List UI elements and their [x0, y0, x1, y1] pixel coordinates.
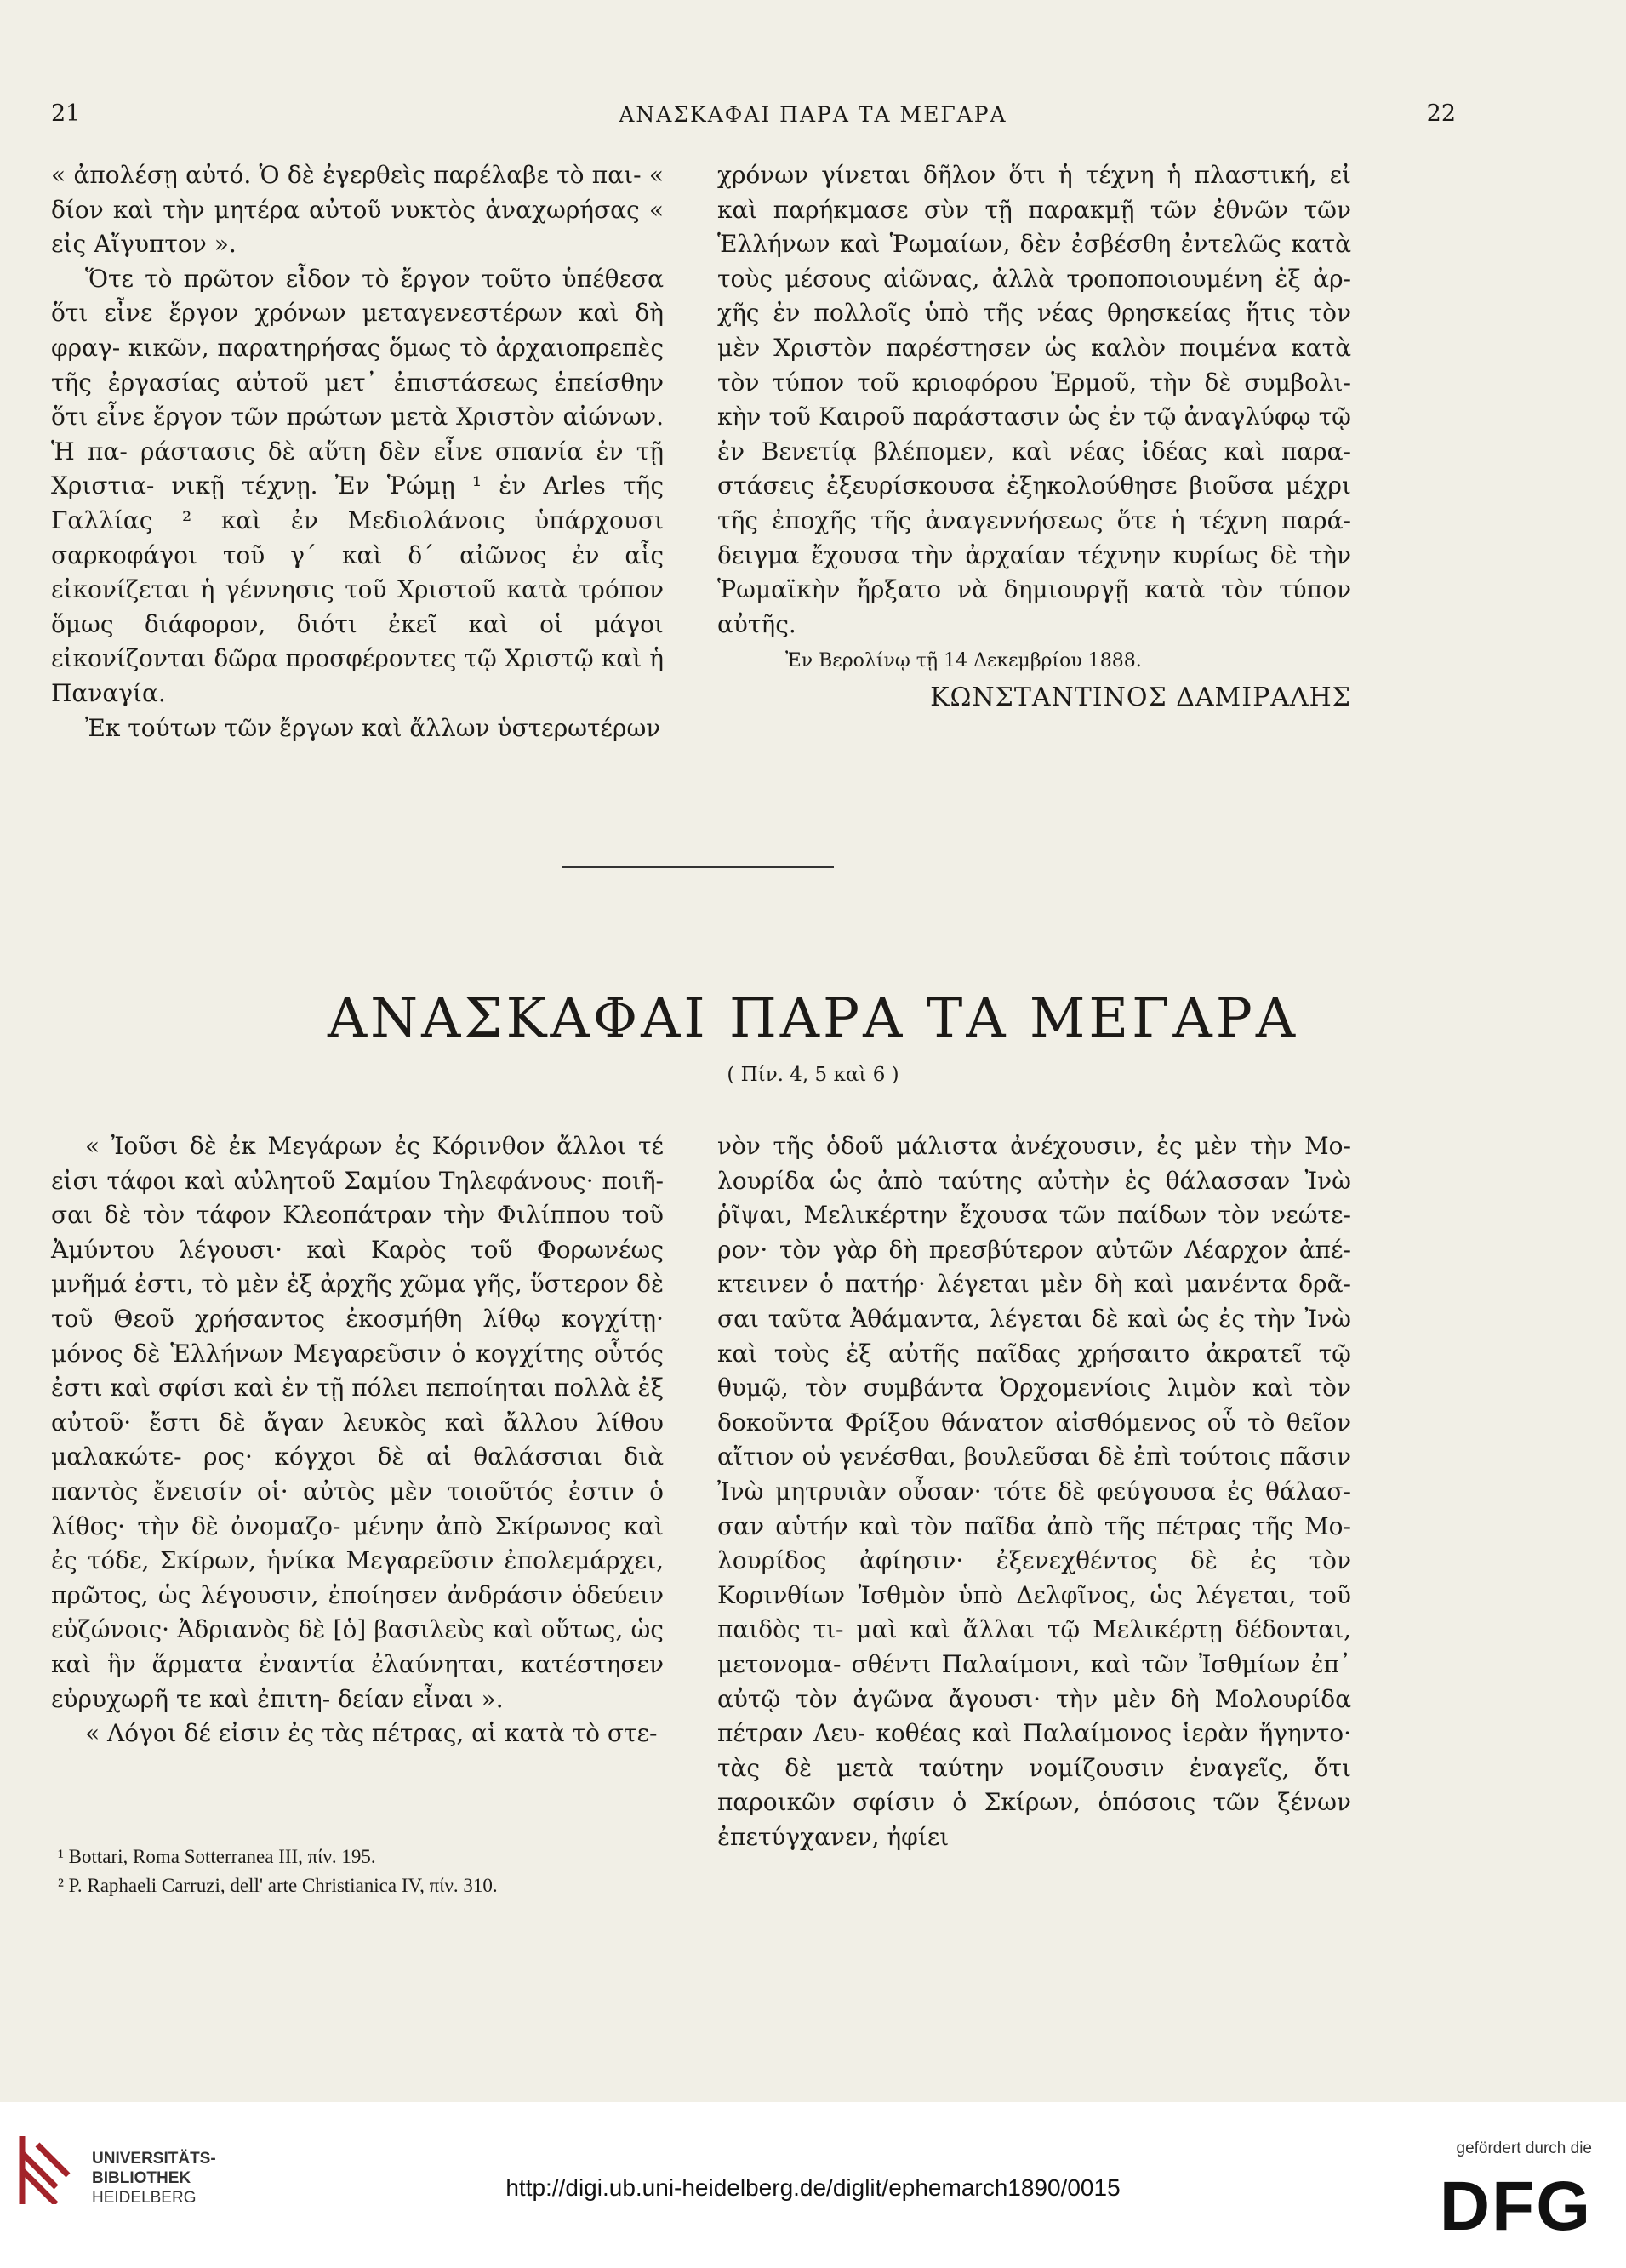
footnote: ² P. Raphaeli Carruzi, dell' arte Christianica IV, πίν. 310. — [58, 1875, 498, 1896]
library-line: BIBLIOTHEK — [92, 2169, 191, 2187]
footnote: ¹ Bottari, Roma Sotterranea III, πίν. 195. — [58, 1846, 376, 1867]
running-head — [0, 100, 1626, 134]
page-number-right: 22 — [1426, 100, 1456, 127]
paragraph: Ὅτε τὸ πρῶτον εἶδον τὸ ἔργον τοῦτο ὑπέθεσα ὅτι εἶνε ἔργον χρόνων μεταγενεστέρων καὶ δὴ φραγ- κικῶν, παρατηρήσας ὅμως τὸ ἀρχαιοπρεπὲς τῆς ἐργασίας αὐτοῦ μετ᾽ ἐπιστάσεως ἐπείσθην ὅτι εἶνε ἔργον τῶν πρώτων μετὰ Χριστὸν αἰώνων. Ἡ πα- ράστασις δὲ αὕτη δὲν εἶνε σπανία ἐν τῇ Χριστια- νικῇ τέχνῃ. Ἐν Ῥώμῃ ¹ ἐν Arles τῆς Γαλλίας ² καὶ ἐν Μεδιολάνοις ὑπάρχουσι σαρκοφάγοι τοῦ γ´ καὶ δ´ αἰῶνος ἐν αἷς εἰκονίζεται ἡ γέννησις τοῦ Χριστοῦ κατὰ τρόπον ὅμως διάφορον, διότι ἐκεῖ καὶ οἱ μάγοι εἰκονίζονται δῶρα προσφέροντες τῷ Χριστῷ καὶ ἡ Παναγία. — [51, 264, 664, 707]
section-divider — [562, 866, 834, 868]
library-line: UNIVERSITÄTS- — [92, 2150, 216, 2168]
running-head-title: ΑΝΑΣΚΑΦΑΙ ΠΑΡΑ ΤΑ ΜΕΓΑΡΑ — [619, 102, 1007, 127]
page-number-left: 21 — [51, 100, 81, 127]
paragraph: νὸν τῆς ὁδοῦ μάλιστα ἀνέχουσιν, ἐς μὲν τὴν Μο- λουρίδα ὡς ἀπὸ ταύτης αὐτὴν ἐς θάλασσαν Ἰνὼ ῥῖψαι, Μελικέρτην ἔχουσα τῶν παίδων τὸν νεώτε- ρον· τὸν γὰρ δὴ πρεσβύτερον αὐτῶν Λέαρχον ἀπέ- κτεινεν ὁ πατήρ· λέγεται μὲν δὴ καὶ μανέντα δρᾶ- σαι ταῦτα Ἀθάμαντα, λέγεται δὲ καὶ ὡς ἐς τὴν Ἰνὼ καὶ τοὺς ἐξ αὐτῆς παῖδας χρήσαιτο ἀκρατεῖ τῷ θυμῷ, τὸν συμβάντα Ὀρχομενίοις λιμὸν καὶ τὸν δοκοῦντα Φρίξου θάνατον αἰσθόμενος οὗ τὸ θεῖον αἴτιον οὐ γενέσθαι, βουλεῦσαι δὲ ἐπὶ τούτοις πᾶσιν Ἰνὼ μητρυιὰν οὖσαν· τότε δὲ φεύγουσα ἐς θάλασ- σαν αὑτήν καὶ τὸν παῖδα ἀπὸ τῆς πέτρας τῆς Μο- λουρίδος ἀφίησιν· ἐξενεχθέντος δὲ ἐς τὸν Κορινθίων Ἰσθμὸν ὑπὸ Δελφῖνος, ὡς λέγεται, τοῦ παιδὸς τι- μαὶ καὶ ἄλλαι τῷ Μελικέρτῃ δέδονται, μετονομα- σθέντι Παλαίμονι, καὶ τῶν Ἰσθμίων ἐπ᾽ αὐτῷ τὸν ἀγῶνα ἄγουσι· τὴν μὲν δὴ Μολουρίδα πέτραν Λευ- κοθέας καὶ Παλαίμονος ἱερὰν ἥγηντο· τὰς δὲ μετὰ ταύτην νομίζουσιν ἐναγεῖς, ὅτι παροικῶν σφίσιν ὁ Σκίρων, ὁπόσοις τῶν ξένων ἐπετύγχανεν, ἠφίει — [717, 1132, 1351, 1851]
paragraph: « Ἰοῦσι δὲ ἐκ Μεγάρων ἐς Κόρινθον ἄλλοι τέ εἰσι τάφοι καὶ αὐλητοῦ Σαμίου Τηλεφάνους· ποιῆ- σαι δὲ τὸν τάφον Κλεοπάτραν τὴν Φιλίππου τοῦ Ἀμύντου λέγουσι· καὶ Καρὸς τοῦ Φορωνέως μνῆμά ἐστι, τὸ μὲν ἐξ ἀρχῆς χῶμα γῆς, ὕστερον δὲ τοῦ Θεοῦ χρήσαντος ἐκοσμήθη λίθῳ κογχίτῃ· μόνος δὲ Ἑλλήνων Μεγαρεῦσιν ὁ κογχίτης οὗτός ἐστι καὶ σφίσι καὶ ἐν τῇ πόλει πεποίηται πολλὰ ἐξ αὐτοῦ· ἔστι δὲ ἄγαν λευκὸς καὶ ἄλλου λίθου μαλακώτε- ρος· κόγχοι δὲ αἱ θαλάσσιαι διὰ παντὸς ἔνεισίν οἱ· αὐτὸς μὲν τοιοῦτός ἐστιν ὁ λίθος· τὴν δὲ ὀνομαζο- μένην ἀπὸ Σκίρωνος καὶ ἐς τόδε, Σκίρων, ἡνίκα Μεγαρεῦσιν ἐπολεμάρχει, πρῶτος, ὡς λέγουσιν, ἐποίησεν ἀνδράσιν ὁδεύειν εὐζώνοις· Ἀδριανὸς δὲ [ὁ] βασιλεὺς καὶ οὕτως, ὡς καὶ ἣν ἅρματα ἐναντία ἐλαύνηται, κατέστησεν εὐρυχωρῆ τε καὶ ἐπιτη- δείαν εἶναι ». — [51, 1132, 664, 1713]
plates-reference: ( Πίν. 4, 5 καὶ 6 ) — [727, 1064, 899, 1086]
library-line: HEIDELBERG — [92, 2189, 197, 2207]
author-signature: ΚΩΝΣΤΑΝΤΙΝΟΣ ΔΑΜΙΡΑΛΗΣ — [930, 683, 1351, 713]
permalink-url[interactable]: http://digi.ub.uni-heidelberg.de/diglit/ephemarch1890/0015 — [505, 2174, 1121, 2201]
digitization-footer — [0, 2102, 1626, 2268]
dfg-logo: DFG — [1439, 2168, 1592, 2245]
paragraph: χρόνων γίνεται δῆλον ὅτι ἡ τέχνη ἡ πλαστική, εἰ καὶ παρήκμασε σὺν τῇ παρακμῇ τῶν ἐθνῶν τῶν Ἑλλήνων καὶ Ῥωμαίων, δὲν ἐσβέσθη ἐντελῶς κατὰ τοὺς μέσους αἰῶνας, ἀλλὰ τροποποιουμένη ἐξ ἀρ- χῆς ἐν πολλοῖς ὑπὸ τῆς νέας θρησκείας ἥτις τὸν μὲν Χριστὸν παρέστησεν ὡς καλὸν ποιμένα κατὰ τὸν τύπον τοῦ κριοφόρου Ἑρμοῦ, τὴν δὲ συμβολι- κὴν τοῦ Καιροῦ παράστασιν ὡς ἐν τῷ ἀναγλύφῳ τῷ ἐν Βενετίᾳ βλέπομεν, καὶ νέας ἰδέας καὶ παρα- στάσεις ἐξευρίσκουσα ἐξηκολούθησε βιοῦσα μέχρι τῆς ἐποχῆς τῆς ἀναγεννήσεως ὅτε ἡ τέχνη παρά- δειγμα ἔχουσα τὴν ἀρχαίαν τέχνην κυρίως δὲ τὴν Ῥωμαϊκὴν ἤρξατο νὰ δημιουργῇ κατὰ τὸν τύπον αὐτῆς. — [717, 161, 1351, 638]
article-title: ΑΝΑΣΚΑΦΑΙ ΠΑΡΑ ΤΑ ΜΕΓΑΡΑ — [327, 987, 1299, 1050]
article-right-column — [717, 1129, 1351, 1854]
dateline: Ἐν Βερολίνῳ τῇ 14 Δεκεμβρίου 1888. — [785, 650, 1142, 672]
paragraph: « Λόγοι δέ εἰσιν ἐς τὰς πέτρας, αἱ κατὰ τὸ στε- — [85, 1719, 658, 1748]
paragraph: « ἀπολέσῃ αὐτό. Ὁ δὲ ἐγερθεὶς παρέλαβε τὸ παι- « δίον καὶ τὴν μητέρα αὐτοῦ νυκτὸς ἀναχωρήσας « εἰς Αἴγυπτον ». — [51, 161, 664, 259]
top-right-column — [717, 158, 1351, 716]
paragraph: Ἐκ τούτων τῶν ἔργων καὶ ἄλλων ὑστερωτέρων — [85, 713, 661, 742]
article-left-column — [51, 1129, 664, 1751]
top-left-column — [51, 158, 664, 746]
sponsor-label: gefördert durch die — [1456, 2139, 1592, 2157]
footnotes — [51, 1842, 664, 1900]
